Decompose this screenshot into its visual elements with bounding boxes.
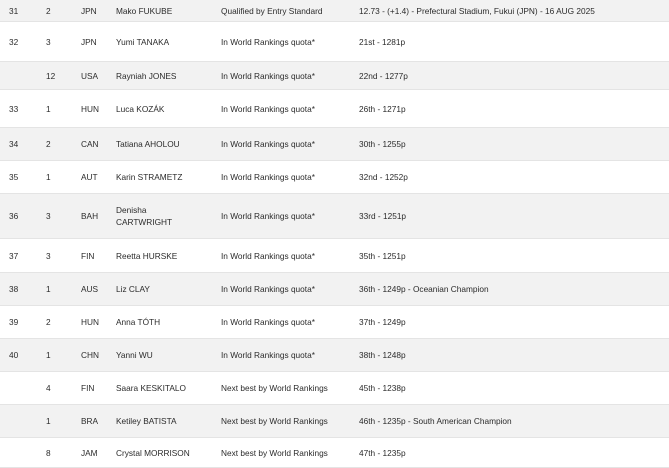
athlete-name-link[interactable]: Mako FUKUBE <box>116 5 173 16</box>
table-row <box>0 90 669 128</box>
position-cell: 35 <box>9 172 19 182</box>
athlete-name-link[interactable]: Saara KESKITALO <box>116 383 186 393</box>
details-cell: 35th - 1251p <box>359 250 406 261</box>
rank-cell: 1 <box>46 103 51 114</box>
details-cell: 45th - 1238p <box>359 383 406 393</box>
nationality-cell: HUN <box>81 317 99 327</box>
rank-cell: 1 <box>46 350 51 360</box>
qualification-cell: In World Rankings quota* <box>221 350 315 360</box>
nationality-cell: JAM <box>81 447 98 458</box>
table-row <box>0 273 669 306</box>
qualification-cell: In World Rankings quota* <box>221 70 315 81</box>
table-row <box>0 372 669 405</box>
nationality-cell: BAH <box>81 211 99 221</box>
table-row <box>0 128 669 161</box>
details-cell: 30th - 1255p <box>359 139 406 149</box>
nationality-cell: CHN <box>81 350 99 360</box>
athlete-name-link[interactable]: Ketiley BATISTA <box>116 416 177 426</box>
details-cell: 47th - 1235p <box>359 447 406 458</box>
athlete-name-link[interactable]: Karin STRAMETZ <box>116 172 183 182</box>
table-row <box>0 306 669 339</box>
athlete-name-link[interactable]: Rayniah JONES <box>116 70 177 81</box>
table-row <box>0 438 669 468</box>
nationality-cell: BRA <box>81 416 99 426</box>
athlete-name-link[interactable]: Denisha CARTWRIGHT <box>116 205 173 227</box>
athlete-name-link[interactable]: Reetta HURSKE <box>116 250 178 261</box>
position-cell: 38 <box>9 284 19 294</box>
table-row <box>0 22 669 62</box>
details-cell: 33rd - 1251p <box>359 211 407 221</box>
athlete-name-link[interactable]: Liz CLAY <box>116 284 150 294</box>
nationality-cell: CAN <box>81 139 99 149</box>
nationality-cell: HUN <box>81 103 99 114</box>
qualification-cell: In World Rankings quota* <box>221 284 315 294</box>
athlete-name-link[interactable]: Crystal MORRISON <box>116 447 190 458</box>
nationality-cell: AUT <box>81 172 98 182</box>
nationality-cell: USA <box>81 70 99 81</box>
nationality-cell: AUS <box>81 284 99 294</box>
athlete-name-link[interactable]: Anna TÓTH <box>116 317 161 327</box>
athlete-name-link[interactable]: Tatiana AHOLOU <box>116 139 180 149</box>
table-row <box>0 62 669 90</box>
details-cell: 12.73 - (+1.4) - Prefectural Stadium, Fukui (JPN) - 16 AUG 2025 <box>359 5 595 16</box>
rank-cell: 4 <box>46 383 51 393</box>
position-cell: 40 <box>9 350 19 360</box>
rank-cell: 2 <box>46 139 51 149</box>
qualification-cell: Next best by World Rankings <box>221 447 328 458</box>
details-cell: 46th - 1235p - South American Champion <box>359 416 512 426</box>
rank-cell: 1 <box>46 416 51 426</box>
details-cell: 36th - 1249p - Oceanian Champion <box>359 284 489 294</box>
qualification-cell: In World Rankings quota* <box>221 36 315 47</box>
athlete-name-link[interactable]: Luca KOZÁK <box>116 103 165 114</box>
qualification-cell: Next best by World Rankings <box>221 383 328 393</box>
qualification-cell: In World Rankings quota* <box>221 103 315 114</box>
qualification-cell: In World Rankings quota* <box>221 211 315 221</box>
details-cell: 32nd - 1252p <box>359 172 408 182</box>
position-cell: 34 <box>9 139 19 149</box>
position-cell: 32 <box>9 36 19 47</box>
table-row <box>0 405 669 438</box>
details-cell: 26th - 1271p <box>359 103 406 114</box>
table-row <box>0 194 669 239</box>
table-row <box>0 161 669 194</box>
athlete-name-link[interactable]: Yumi TANAKA <box>116 36 170 47</box>
qualification-cell: In World Rankings quota* <box>221 139 315 149</box>
nationality-cell: JPN <box>81 5 97 16</box>
position-cell: 37 <box>9 250 19 261</box>
position-cell: 31 <box>9 5 19 16</box>
position-cell: 33 <box>9 103 19 114</box>
table-row <box>0 0 669 22</box>
table-row <box>0 339 669 372</box>
position-cell: 39 <box>9 317 19 327</box>
details-cell: 22nd - 1277p <box>359 70 408 81</box>
rank-cell: 1 <box>46 284 51 294</box>
rank-cell: 1 <box>46 172 51 182</box>
rank-cell: 3 <box>46 250 51 261</box>
details-cell: 37th - 1249p <box>359 317 406 327</box>
rank-cell: 12 <box>46 70 56 81</box>
nationality-cell: FIN <box>81 250 95 261</box>
nationality-cell: FIN <box>81 383 95 393</box>
qualification-cell: Qualified by Entry Standard <box>221 5 323 16</box>
athlete-name-link[interactable]: Yanni WU <box>116 350 153 360</box>
nationality-cell: JPN <box>81 36 97 47</box>
qualification-cell: In World Rankings quota* <box>221 317 315 327</box>
rank-cell: 3 <box>46 211 51 221</box>
qualification-cell: In World Rankings quota* <box>221 172 315 182</box>
rank-cell: 3 <box>46 36 51 47</box>
details-cell: 38th - 1248p <box>359 350 406 360</box>
rank-cell: 2 <box>46 317 51 327</box>
rank-cell: 2 <box>46 5 51 16</box>
rank-cell: 8 <box>46 447 51 458</box>
qualification-cell: In World Rankings quota* <box>221 250 315 261</box>
details-cell: 21st - 1281p <box>359 36 406 47</box>
qualification-cell: Next best by World Rankings <box>221 416 328 426</box>
table-row <box>0 239 669 273</box>
position-cell: 36 <box>9 211 19 221</box>
